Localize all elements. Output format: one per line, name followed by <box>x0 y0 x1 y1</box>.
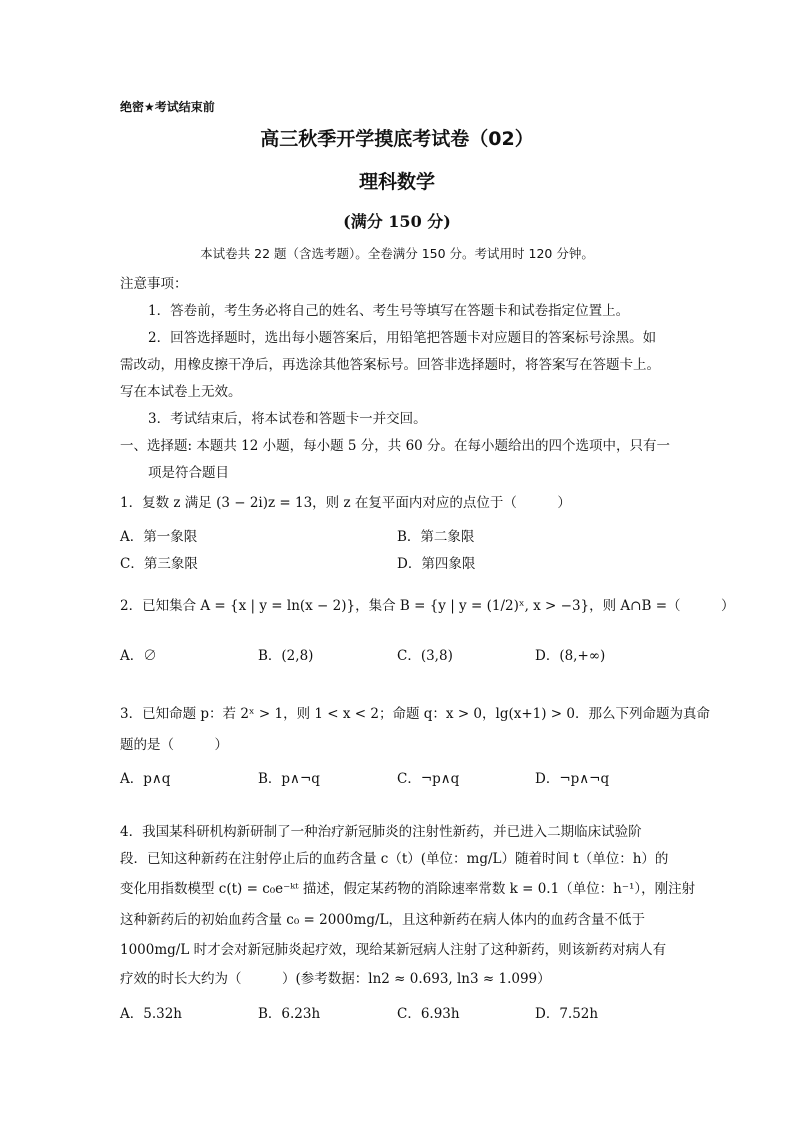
q1-option-d: D．第四象限 <box>397 556 476 572</box>
note-2-line-3: 写在本试卷上无效。 <box>120 384 242 400</box>
exam-intro: 本试卷共 22 题（含选考题）。全卷满分 150 分。考试用时 120 分钟。 <box>200 246 594 261</box>
question-4-line-1: 4．我国某科研机构新研制了一种治疗新冠肺炎的注射性新药，并已进入二期临床试验阶 <box>120 824 642 840</box>
question-3-stem-line-1: 3．已知命题 p：若 2ˣ > 1，则 1 < x < 2；命题 q：x > 0，lg(x+1) > 0．那么下列命题为真命 <box>120 706 710 722</box>
q4-option-c: C．6.93h <box>397 1006 460 1022</box>
section-heading-cont: 项是符合题目 <box>148 465 229 481</box>
question-4-line-5: 1000mg/L 时才会对新冠肺炎起疗效，现给某新冠病人注射了这种新药，则该新药对病人有 <box>120 942 667 958</box>
q4-option-b: B．6.23h <box>258 1006 321 1022</box>
q2-option-a: A．∅ <box>120 648 157 664</box>
q3-option-b: B．p∧¬q <box>258 771 320 787</box>
question-3-stem-line-2: 题的是（ ） <box>120 737 228 753</box>
q2-option-d: D．(8,+∞) <box>535 648 606 664</box>
question-4-line-2: 段．已知这种新药在注射停止后的血药含量 c（t）(单位：mg/L）随着时间 t（单位：h）的 <box>120 851 669 867</box>
question-4-line-3: 变化用指数模型 c(t) = c₀e⁻ᵏᵗ 描述，假定某药物的消除速率常数 k = 0.1（单位：h⁻¹），刚注射 <box>120 881 696 897</box>
q1-option-c: C．第三象限 <box>120 556 198 572</box>
question-1-stem: 1．复数 z 满足 (3 − 2i)z = 13，则 z 在复平面内对应的点位于（ ） <box>120 495 571 511</box>
full-score: (满分 150 分) <box>343 212 451 231</box>
q3-option-c: C．¬p∧q <box>397 771 460 787</box>
q4-option-a: A．5.32h <box>120 1006 183 1022</box>
subject-title: 理科数学 <box>358 171 435 193</box>
q3-option-a: A．p∧q <box>120 771 171 787</box>
q1-option-a: A．第一象限 <box>120 529 198 545</box>
section-heading: 一、选择题: 本题共 12 小题，每小题 5 分，共 60 分。在每小题给出的四个选项中，只有一 <box>120 438 671 454</box>
confidential-label: 绝密★考试结束前 <box>120 100 215 114</box>
q3-option-d: D．¬p∧¬q <box>535 771 610 787</box>
note-2-line-2: 需改动，用橡皮擦干净后，再选涂其他答案标号。回答非选择题时，将答案写在答题卡上。 <box>120 357 660 373</box>
q2-option-b: B．(2,8) <box>258 648 314 664</box>
note-2-line-1: 2．回答选择题时，选出每小题答案后，用铅笔把答题卡对应题目的答案标号涂黑。如 <box>148 330 657 346</box>
question-4-line-6: 疗效的时长大约为（ ）(参考数据：ln2 ≈ 0.693, ln3 ≈ 1.099） <box>120 971 551 987</box>
q2-option-c: C．(3,8) <box>397 648 453 664</box>
question-2-stem: 2．已知集合 A = {x | y = ln(x − 2)}，集合 B = {y | y = (1/2)ˣ, x > −3}，则 A∩B =（ ） <box>120 598 735 614</box>
exam-title: 高三秋季开学摸底考试卷（02） <box>260 128 534 150</box>
q1-option-b: B．第二象限 <box>397 529 475 545</box>
note-1: 1．答卷前，考生务必将自己的姓名、考生号等填写在答题卡和试卷指定位置上。 <box>148 303 630 319</box>
note-3: 3．考试结束后，将本试卷和答题卡一并交回。 <box>148 411 427 427</box>
q4-option-d: D．7.52h <box>535 1006 599 1022</box>
question-4-line-4: 这种新药后的初始血药含量 c₀ = 2000mg/L，且这种新药在病人体内的血药含量不低于 <box>120 912 645 928</box>
notes-heading: 注意事项： <box>120 276 188 292</box>
